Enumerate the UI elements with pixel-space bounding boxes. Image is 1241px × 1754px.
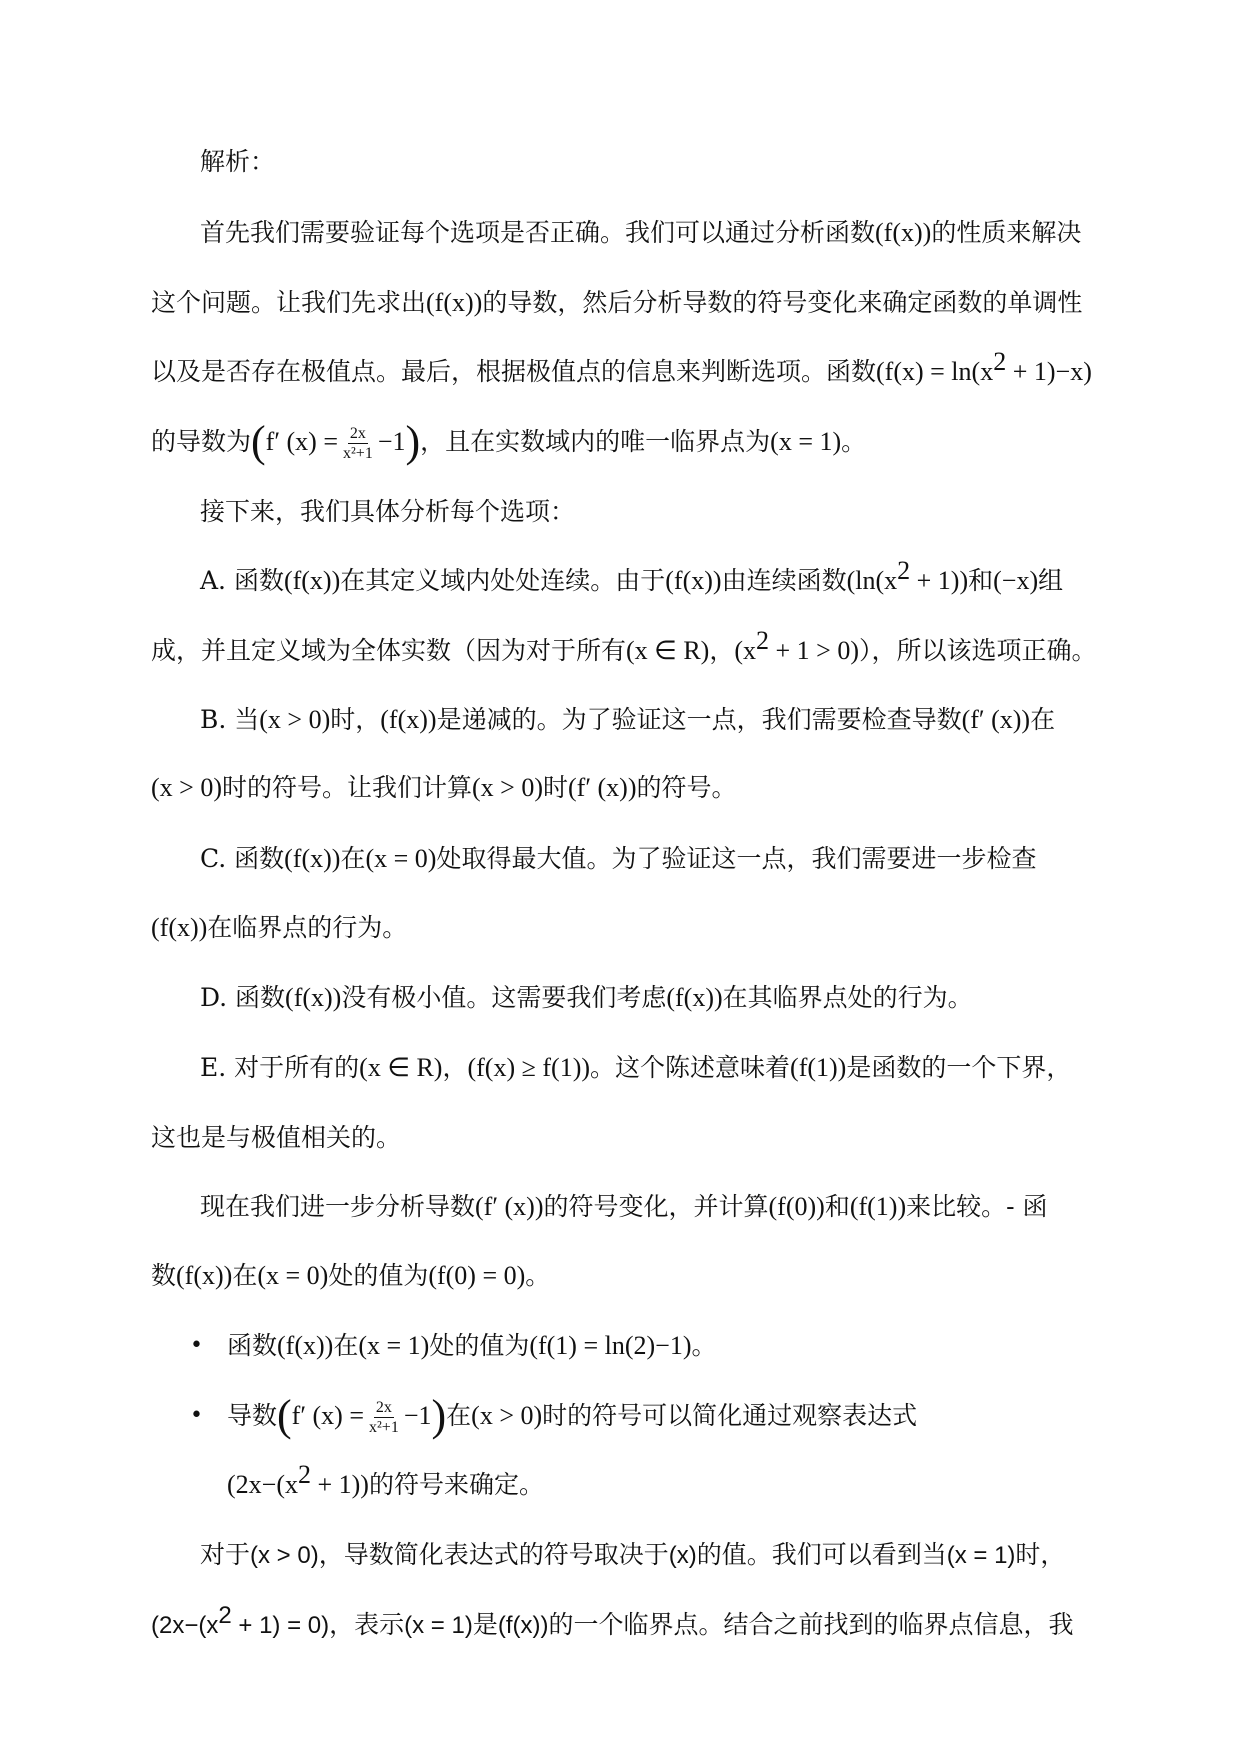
fraction <box>341 425 375 462</box>
text: 对于 <box>200 1540 251 1569</box>
paragraph-1-line-3 <box>151 347 1092 392</box>
text: 在 <box>232 1261 258 1290</box>
math: (2x−(x <box>151 1612 219 1639</box>
text: 。 <box>525 1261 551 1290</box>
paragraph-3-line-2 <box>151 1256 550 1296</box>
text: ，表示 <box>329 1610 405 1639</box>
text: 没有极小值。这需要我们考虑 <box>341 983 667 1012</box>
math: (f′ (x)) <box>961 705 1031 734</box>
math: (f(x)) <box>665 566 722 595</box>
text: 在 <box>446 1401 472 1430</box>
math: + 1)−x) <box>1006 357 1092 386</box>
text: 这也是与极值相关的。 <box>151 1123 402 1152</box>
math: (f(x)) <box>875 218 932 247</box>
text: 。 <box>691 1331 717 1360</box>
math: (x > 0) <box>259 705 331 734</box>
math: (f(x) = ln(x <box>876 357 994 386</box>
text: ， <box>709 636 735 665</box>
text: C. 函数 <box>200 844 285 873</box>
math: (f(x)) <box>666 983 723 1012</box>
text: ，且在实数域内的唯一临界点为 <box>420 427 771 456</box>
text: 首先我们需要验证每个选项是否正确。我们可以通过分析函数 <box>200 218 876 247</box>
math: (f′ (x)) <box>475 1192 544 1221</box>
bullet-marker: • <box>190 1333 203 1358</box>
paragraph-4-line-1 <box>200 1535 1065 1576</box>
math-superscript: 2 <box>897 556 911 585</box>
fraction-numerator: 2x <box>349 425 366 442</box>
math: (f(1)) <box>790 1053 847 1082</box>
text: 。 <box>841 427 867 456</box>
bullet-marker: • <box>190 1403 203 1428</box>
text: 成，并且定义域为全体实数（因为对于所有 <box>151 636 627 665</box>
text: 的导数，然后分析导数的符号变化来确定函数的单调性 <box>482 288 1083 317</box>
math: (x = 0) <box>257 1261 329 1290</box>
math: −1 <box>377 427 406 456</box>
paragraph-1-line-4 <box>151 417 867 466</box>
math: (f′ (x)) <box>568 773 637 802</box>
text: 导数 <box>227 1401 278 1430</box>
text: 和 <box>824 1192 850 1221</box>
math: (f(x)) <box>497 1612 549 1639</box>
text: 时， <box>330 705 381 734</box>
text: 处的值为 <box>328 1261 429 1290</box>
heading <box>200 142 275 182</box>
text: A. 函数 <box>200 566 284 595</box>
math: (f(x)) <box>176 1261 233 1290</box>
paragraph-1-line-2 <box>151 283 1082 323</box>
text: 的性质来解决 <box>931 218 1082 247</box>
option-a-line-2 <box>151 626 1097 671</box>
text: D. 函数 <box>200 983 286 1012</box>
text: ），所以该选项正确。 <box>859 636 1097 665</box>
text: 数 <box>151 1261 177 1290</box>
text: 的符号。 <box>636 773 737 802</box>
fraction-denominator: x²+1 <box>369 1419 399 1436</box>
math: f′ (x) = <box>291 1401 364 1430</box>
big-paren-close: ) <box>405 417 421 466</box>
text: 是 <box>472 1610 498 1639</box>
option-b-line-1 <box>200 700 1055 740</box>
math: + 1) = 0) <box>231 1612 330 1639</box>
option-e-line-2 <box>151 1118 401 1158</box>
text: 处取得最大值。为了验证这一点，我们需要进一步检查 <box>436 844 1037 873</box>
text: 的一个临界点。结合之前找到的临界点信息，我 <box>548 1610 1074 1639</box>
math: + 1)) <box>310 1470 369 1499</box>
bullet-1-line <box>227 1326 717 1366</box>
text: 是函数的一个下界， <box>846 1053 1072 1082</box>
bullet-2-line-1 <box>227 1391 918 1440</box>
math: (f(x)) <box>284 844 341 873</box>
text: 的导数为 <box>151 427 252 456</box>
option-d-line-1 <box>200 978 973 1018</box>
option-e-line-1 <box>200 1048 1071 1088</box>
math-superscript: 2 <box>756 626 770 655</box>
fraction <box>367 1399 401 1436</box>
math: (x > 0) <box>471 1401 543 1430</box>
math: (x > 0) <box>250 1542 319 1569</box>
text: ，导数简化表达式的符号取决于 <box>318 1540 669 1569</box>
text: 在其定义域内处处连续。由于 <box>340 566 666 595</box>
option-b-line-2 <box>151 768 737 808</box>
text: 组 <box>1038 566 1064 595</box>
math: (f(x)) <box>426 288 483 317</box>
math-superscript: 2 <box>218 1602 232 1629</box>
math: + 1)) <box>910 566 969 595</box>
math: (f(x)) <box>285 983 342 1012</box>
math: (x <box>734 636 757 665</box>
text: 以及是否存在极值点。最后，根据极值点的信息来判断选项。函数 <box>151 357 877 386</box>
text: 在其临界点处的行为。 <box>722 983 973 1012</box>
option-c-line-2 <box>151 908 407 948</box>
text: 时的符号可以简化通过观察表达式 <box>542 1401 918 1430</box>
math: (2x−(x <box>227 1470 298 1499</box>
math-superscript: 2 <box>297 1460 311 1489</box>
text: 的符号变化，并计算 <box>543 1192 769 1221</box>
math: (x > 0) <box>472 773 543 802</box>
text: ， <box>442 1053 468 1082</box>
math: (f(x) ≥ f(1)) <box>467 1053 591 1082</box>
text: 的值。我们可以看到当 <box>696 1540 947 1569</box>
text: E. 对于所有的 <box>200 1053 360 1082</box>
text: 现在我们进一步分析导数 <box>200 1192 476 1221</box>
text: 在 <box>340 844 366 873</box>
text: 的符号来确定。 <box>368 1470 544 1499</box>
fraction-numerator: 2x <box>375 1399 392 1416</box>
math: (x) <box>668 1542 697 1569</box>
paragraph-3-line-1 <box>200 1187 1048 1227</box>
math-superscript: 2 <box>993 347 1007 376</box>
math: + 1 > 0) <box>769 636 859 665</box>
big-paren-open: ( <box>251 417 266 466</box>
math: (ln(x <box>846 566 898 595</box>
text: 时 <box>542 773 568 802</box>
math: (f(x)) <box>151 913 208 942</box>
math: (f(1)) <box>849 1192 907 1221</box>
math: (x = 1) <box>770 427 842 456</box>
math: −1 <box>403 1401 432 1430</box>
text: 来比较。- 函 <box>906 1192 1048 1221</box>
math: (−x) <box>993 566 1039 595</box>
text: 接下来，我们具体分析每个选项： <box>200 497 576 526</box>
math: (x = 1) <box>404 1612 473 1639</box>
heading-text: 解析： <box>200 147 276 176</box>
text: 在 <box>333 1331 359 1360</box>
text: 函数 <box>227 1331 278 1360</box>
big-paren-close: ) <box>431 1391 447 1440</box>
math: (x ∈ R) <box>359 1053 443 1082</box>
math: (x = 0) <box>365 844 437 873</box>
text: 在临界点的行为。 <box>207 913 408 942</box>
text: 在 <box>1030 705 1056 734</box>
text: 时的符号。让我们计算 <box>221 773 472 802</box>
text: 时， <box>1015 1540 1066 1569</box>
option-a-line-1 <box>200 556 1064 601</box>
math: f′ (x) = <box>265 427 338 456</box>
fraction-denominator: x²+1 <box>343 445 373 462</box>
bullet-2-line-2 <box>227 1460 544 1505</box>
text: 。这个陈述意味着 <box>590 1053 791 1082</box>
math: (x = 1) <box>946 1542 1016 1569</box>
text: 是递减的。为了验证这一点，我们需要检查导数 <box>436 705 962 734</box>
text: 这个问题。让我们先求出 <box>151 288 427 317</box>
math: (f(x)) <box>283 566 341 595</box>
text: 和 <box>968 566 994 595</box>
math: (f(0) = 0) <box>428 1261 526 1290</box>
math: (x > 0) <box>151 773 222 802</box>
big-paren-open: ( <box>277 1391 292 1440</box>
text: B. 当 <box>200 705 260 734</box>
math: (f(x)) <box>380 705 437 734</box>
math: (f(0)) <box>768 1192 825 1221</box>
option-c-line-1 <box>200 839 1036 879</box>
math: (f(1) = ln(2)−1) <box>529 1331 692 1360</box>
paragraph-1-line-1 <box>200 213 1081 253</box>
paragraph-2 <box>200 492 575 532</box>
text: 由连续函数 <box>721 566 847 595</box>
math: (x = 1) <box>358 1331 430 1360</box>
paragraph-4-line-2 <box>151 1602 1074 1646</box>
text: 处的值为 <box>429 1331 530 1360</box>
math: (x ∈ R) <box>626 636 710 665</box>
math: (f(x)) <box>277 1331 334 1360</box>
